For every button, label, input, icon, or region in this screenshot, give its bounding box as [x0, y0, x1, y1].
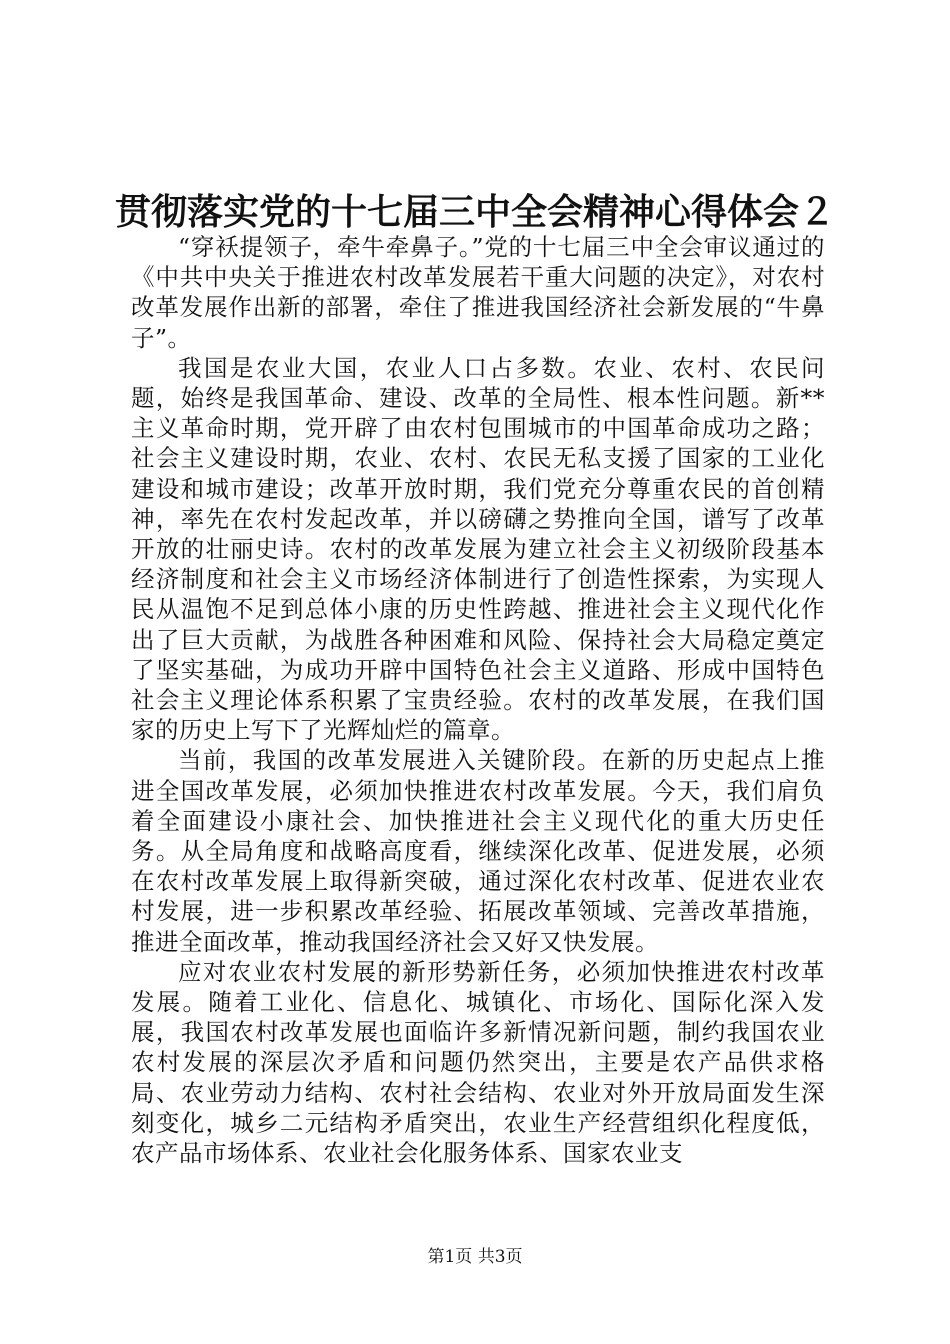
paragraph: 我国是农业大国，农业人口占多数。农业、农村、农民问题，始终是我国革命、建设、改革的全局性、根本性问题。新**主义革命时期，党开辟了由农村包围城市的中国革命成功之路；社会主义建设时期，农业、农村、农民无私支援了国家的工业化建设和城市建设；改革开放时期，我们党充分尊重农民的首创精神，率先在农村发起改革，并以磅礴之势推向全国，谱写了改革开放的壮丽史诗。农村的改革发展为建立社会主义初级阶段基本经济制度和社会主义市场经济体制进行了创造性探索，为实现人民从温饱不足到总体小康的历史性跨越、推进社会主义现代化作出了巨大贡献，为战胜各种困难和风险、保持社会大局稳定奠定了坚实基础，为成功开辟中国特色社会主义道路、形成中国特色社会主义理论体系积累了宝贵经验。农村的改革发展，在我们国家的历史上写下了光辉灿烂的篇章。 — [131, 353, 825, 745]
document-title: 贯彻落实党的十七届三中全会精神心得体会２ — [114, 191, 835, 233]
paragraph: 应对农业农村发展的新形势新任务，必须加快推进农村改革发展。随着工业化、信息化、城镇化、市场化、国际化深入发展，我国农村改革发展也面临许多新情况新问题，制约我国农业农村发展的深层次矛盾和问题仍然突出，主要是农产品供求格局、农业劳动力结构、农村社会结构、农业对外开放局面发生深刻变化，城乡二元结构矛盾突出，农业生产经营组织化程度低，农产品市场体系、农业社会化服务体系、国家农业支 — [131, 957, 825, 1168]
page-number-footer: 第1页 共3页 — [427, 1247, 523, 1267]
paragraph: “穿袄提领子，牵牛牵鼻子。”党的十七届三中全会审议通过的《中共中央关于推进农村改革发展若干重大问题的决定》，对农村改革发展作出新的部署，牵住了推进我国经济社会新发展的“牛鼻子”。 — [131, 233, 825, 352]
document-body — [131, 232, 825, 1168]
paragraph: 当前，我国的改革发展进入关键阶段。在新的历史起点上推进全国改革发展，必须加快推进农村改革发展。今天，我们肩负着全面建设小康社会、加快推进社会主义现代化的重大历史任务。从全局角度和战略高度看，继续深化改革、促进发展，必须在农村改革发展上取得新突破，通过深化农村改革、促进农业农村发展，进一步积累改革经验、拓展改革领域、完善改革措施，推进全面改革，推动我国经济社会又好又快发展。 — [131, 746, 825, 956]
